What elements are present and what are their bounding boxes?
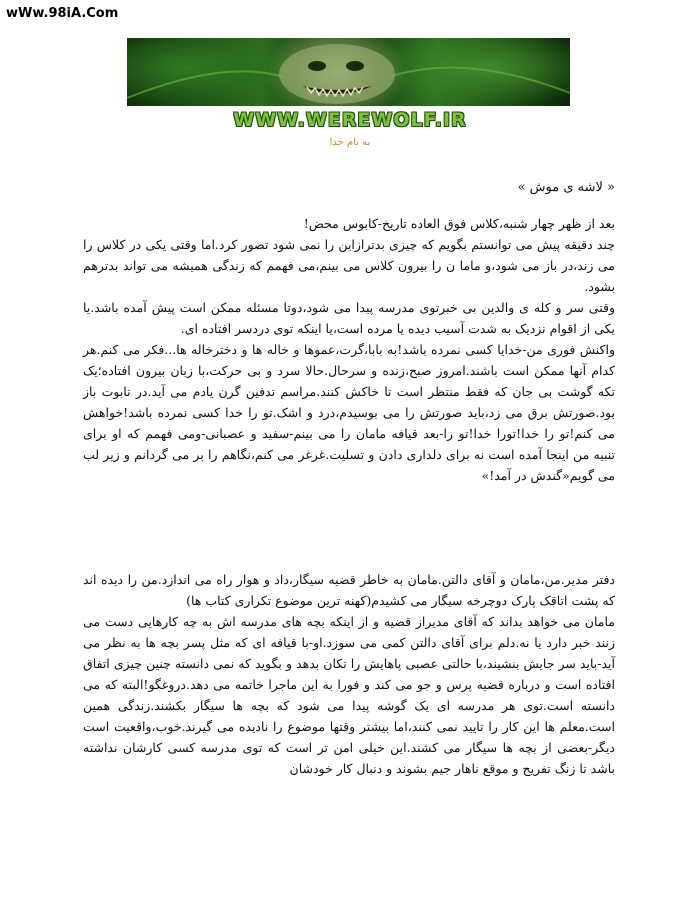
bismillah-subtitle: به نام خدا [329,137,371,148]
paragraph-4: واکنش فوری من-خدایا کسی نمرده باشد!به بابا،گرت،عموها و خاله ها و دخترخاله ها...فکر می کنم.هر کدام آنها ممکن است باشند.امروز صبح،زنده و سرحال.حالا سرد و بی حرکت،با زبان بیرون افتاده؛یک تکه گوشت بی جان که فقط منتظر است تا خاکش کنند.مراسم تدفین گرن یادم می آید.در تابوت باز بود.صورتش برق می زد،باید صورتش را می بوسیدم،درد و اشک.تو را خدا کسی نمرده باشد!خواهش می کنم!تو را خدا!تورا خدا!تو را-بعد قیافه مامان را می بینم-سفید و عصبانی-ومی فهمم که او برای تنبیه من اینجا آمده است نه برای دلداری دادن و تسلیت.غرغر می کنم،نگاهم را بر می گردانم و زیر لب می گویم«گندش در آمد!» [83,342,615,483]
story-section-1 [83,213,615,486]
paragraph-5: دفتر مدیر.من،مامان و آقای دالتن.مامان به خاطر قضیه سیگار،داد و هوار راه می اندازد.من را دیده اند که پشت اتاقک پارک دوچرخه سیگار می کشیدم(کهنه ترین موضوع تکراری کتاب ها) [83,572,615,608]
paragraph-1: بعد از ظهر چهار شنبه،کلاس فوق العاده تاریخ-کابوس محض! [303,216,615,231]
site-logo-text: WWW.WEREWOLF.IR [233,109,467,131]
story-title: « لاشه ی موش » [517,180,615,195]
story-section-2 [83,569,615,779]
paragraph-6: مامان می خواهد بداند که آقای مدیراز قضیه و از اینکه بچه های مدرسه اش به چه کارهایی دست می زنند خبر دارد یا نه.دلم برای آقای دالتن کمی می سوزد.او-با قیافه ای که مثل پسر بچه ها به نظر می آید-باید سر جایش بنشیند،با حالتی عصبی پاهایش را تکان بدهد و بگوید که نمی دانسته چنین چیزی اتفاق افتاده است و درباره قضیه پرس و جو می کند و فورا به این ماجرا خاتمه می دهد.دروغگو!البته که می دانسته است.توی هر مدرسه ای یک گوشه پیدا می شود که بچه ها سیگار بکشند.زندگی همین است.معلم ها این کار را تایید نمی کنند،اما بیشتر وقتها موضوع را نادیده می گیرند.خوب،واقعیت است دیگر-بعضی از بچه ها سیگار می کشند.این خیلی امن تر است که توی مدرسه کسی کارشان نداشته باشد تا زنگ تفریح و موقع ناهار جیم بشوند و دنبال کار خودشان [83,614,615,776]
paragraph-3: وقتی سر و کله ی والدین بی خبرتوی مدرسه پیدا می شود،دوتا مسئله ممکن است پیش آمده باشد.یا یکی از اقوام نزدیک به شدت آسیب دیده یا مرده است،یا اینکه توی دردسر افتاده ای. [83,300,615,336]
watermark-text: wWw.98iA.Com [6,6,119,21]
werewolf-banner-image [127,38,570,106]
paragraph-2: چند دقیقه پیش می توانستم بگویم که چیزی بدترازاین را نمی شود تصور کرد.اما وقتی یکی در کلاس را می زند،در باز می شود،و ماما ن را بیرون کلاس می بینم،می فهمم که زندگی همیشه می تواند بدترهم بشود. [83,237,615,294]
